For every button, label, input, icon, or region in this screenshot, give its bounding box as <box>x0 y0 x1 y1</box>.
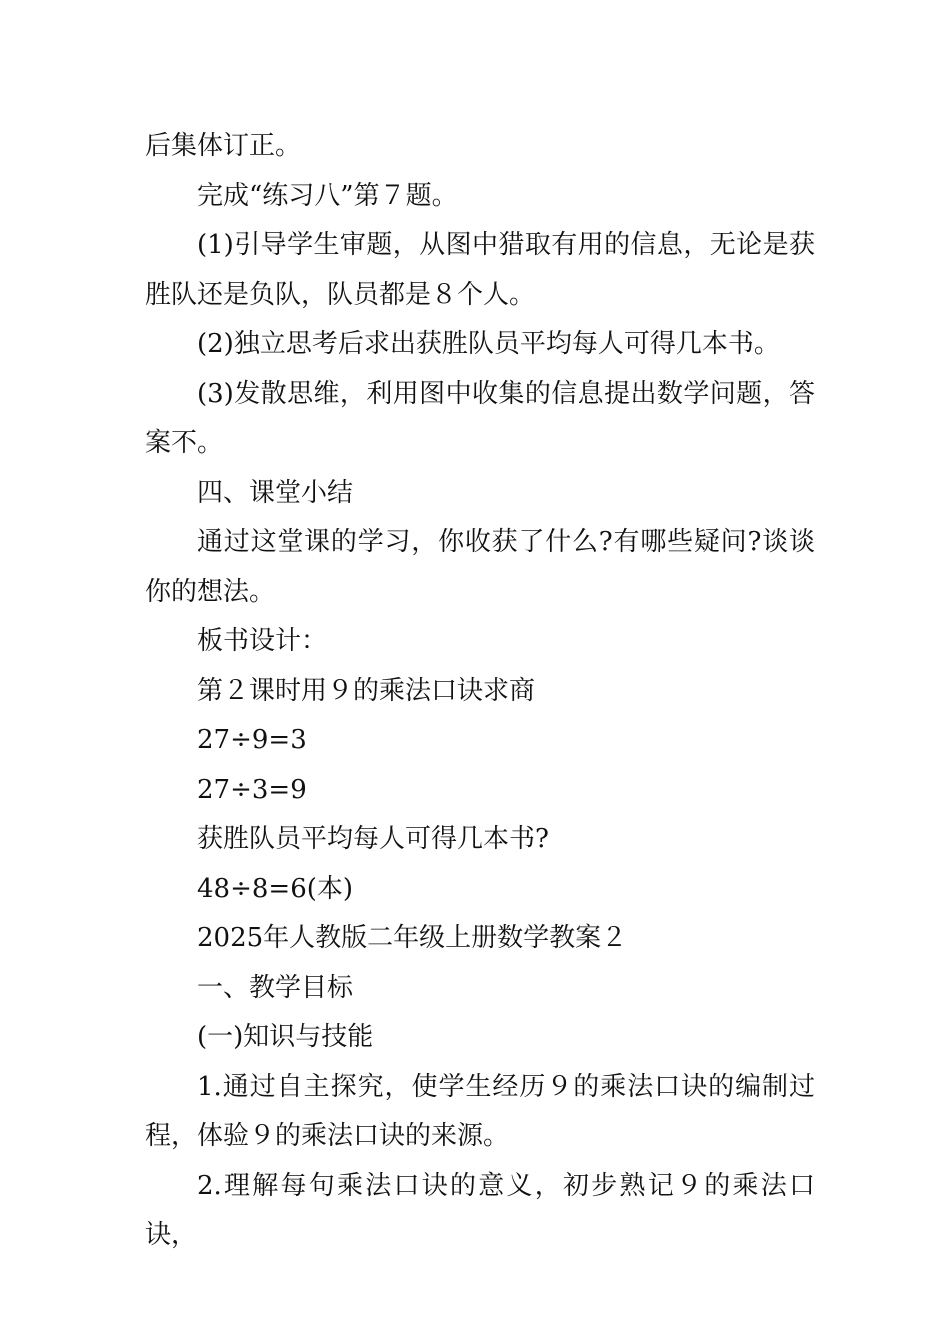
paragraph-7: 通过这堂课的学习，你收获了什么?有哪些疑问?谈谈你的想法。 <box>145 527 815 607</box>
equation-1: 27÷9=3 <box>197 725 307 755</box>
paragraph-4: (2)独立思考后求出获胜队员平均每人可得几本书。 <box>197 329 780 359</box>
board-question: 获胜队员平均每人可得几本书? <box>197 824 549 854</box>
paragraph-1: 后集体订正。 <box>145 131 302 161</box>
section-heading-goals: 一、教学目标 <box>197 972 354 1003</box>
document-body <box>145 122 815 1261</box>
paragraph-3: (1)引导学生审题，从图中猎取有用的信息，无论是获胜队还是负队，队员都是８个人。 <box>145 230 815 310</box>
equation-3: 48÷8=6(本) <box>197 873 354 904</box>
paragraph-17: 1.通过自主探究，使学生经历９的乘法口诀的编制过程，体验９的乘法口诀的来源。 <box>145 1071 815 1151</box>
section-heading-summary: 四、课堂小结 <box>197 477 354 508</box>
paragraph-18: 2.理解每句乘法口诀的意义，初步熟记９的乘法口诀， <box>145 1170 815 1250</box>
paragraph-5: (3)发散思维，利用图中收集的信息提出数学问题，答案不。 <box>145 378 815 458</box>
equation-2: 27÷3=9 <box>197 774 307 805</box>
lesson-plan-title: 2025年人教版二年级上册数学教案２ <box>197 923 628 953</box>
board-design-label: 板书设计： <box>197 626 328 656</box>
paragraph-2: 完成“练习八”第７题。 <box>197 180 458 211</box>
subsection-heading-knowledge: (一)知识与技能 <box>197 1022 374 1052</box>
board-design-title: 第２课时用９的乘法口诀求商 <box>197 675 536 706</box>
